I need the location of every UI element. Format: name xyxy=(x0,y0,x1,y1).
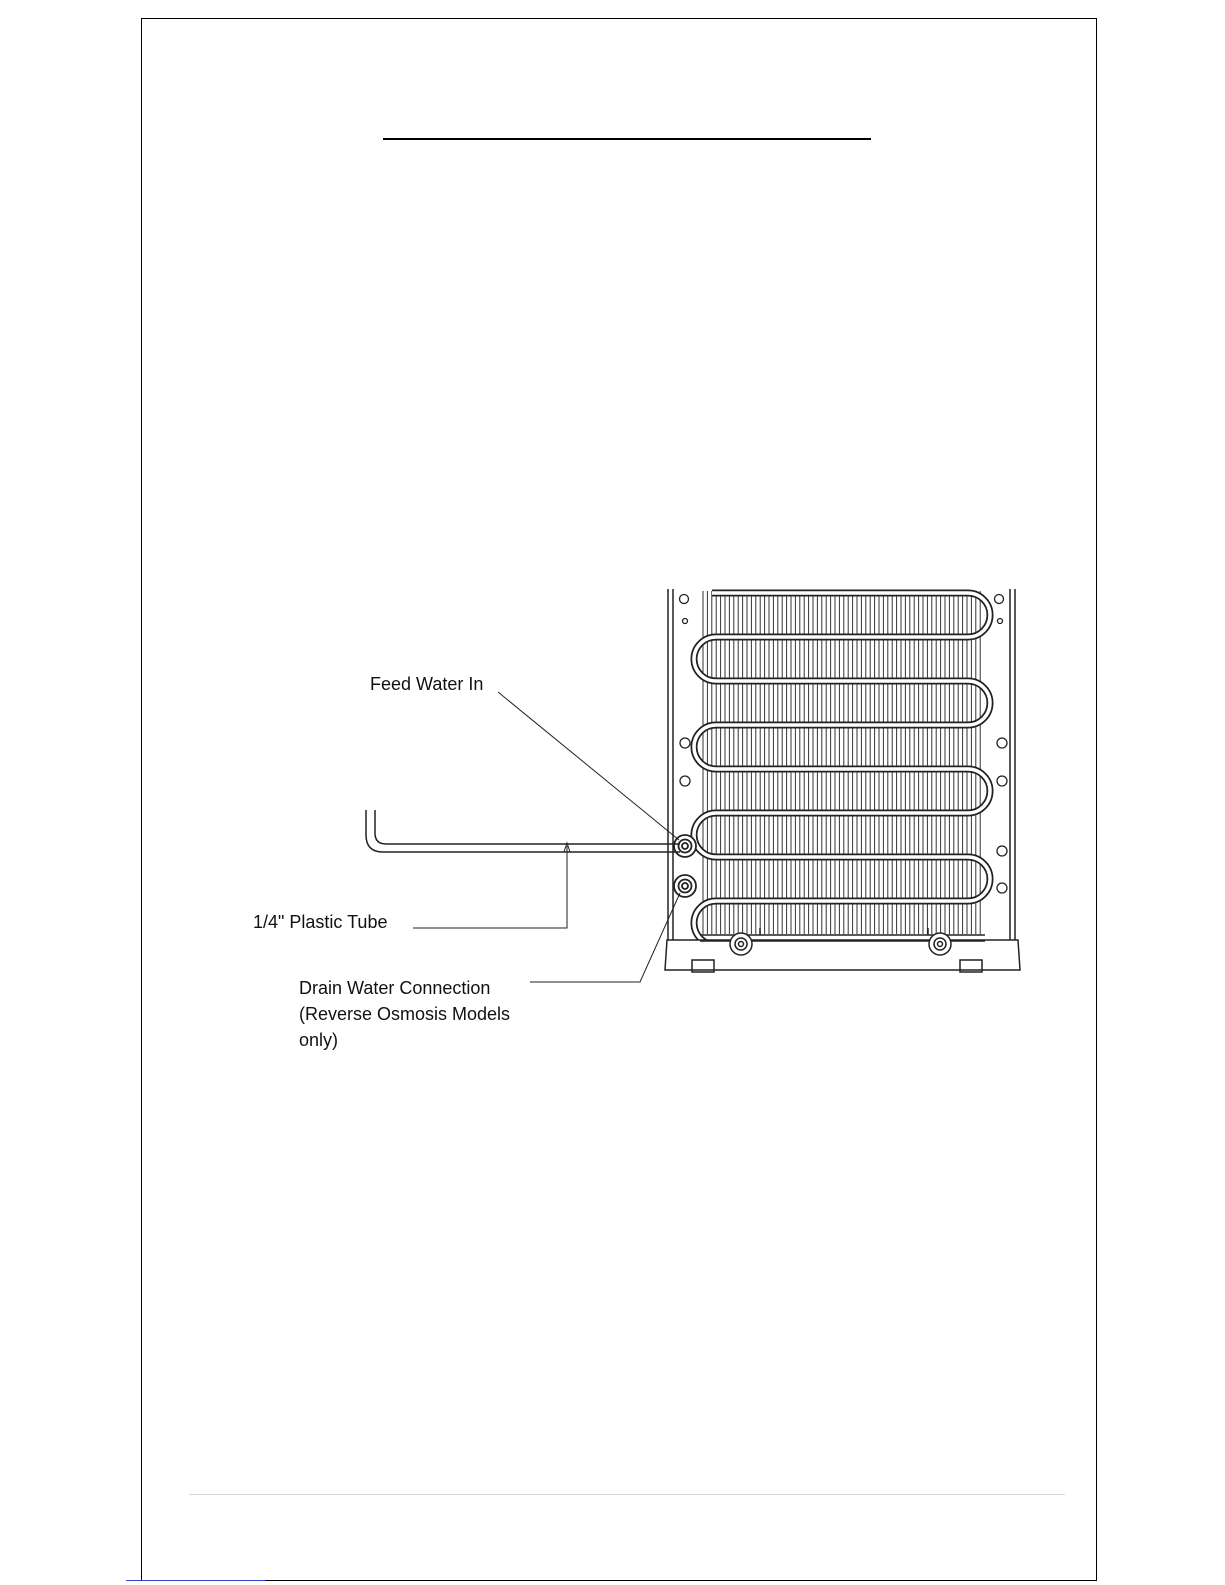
cabinet-base xyxy=(665,928,1020,972)
plastic-tube xyxy=(366,810,680,852)
drain-connection-label-line2: (Reverse Osmosis Models xyxy=(299,1004,511,1024)
drain-connection-label-line1: Drain Water Connection xyxy=(299,978,491,998)
callout-leaders xyxy=(413,692,680,982)
leveling-foot-right xyxy=(929,933,951,955)
plastic-tube-inner xyxy=(375,810,680,844)
leveling-foot-left xyxy=(730,933,752,955)
plastic-tube-label: 1/4" Plastic Tube xyxy=(253,912,388,932)
feed-water-in-label: Feed Water In xyxy=(370,674,484,694)
drain-connection-label-line3: only) xyxy=(299,1030,339,1050)
condenser-fins xyxy=(703,591,980,934)
drain-water-fitting xyxy=(674,875,696,897)
